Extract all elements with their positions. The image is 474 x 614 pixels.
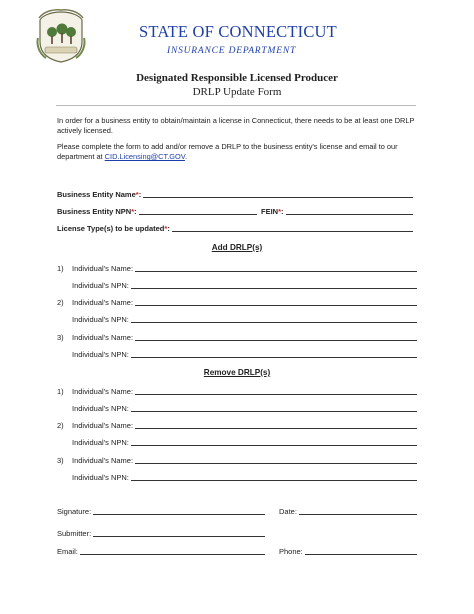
- fein-input[interactable]: [286, 207, 413, 215]
- add-individual-name-field-1[interactable]: [72, 264, 417, 273]
- add-individual-name-input[interactable]: [135, 264, 417, 272]
- header-divider: [56, 105, 416, 106]
- add-individual-name-input[interactable]: [135, 298, 417, 306]
- agency-title: STATE OF CONNECTICUT: [139, 22, 337, 41]
- fein-label: FEIN*:: [261, 207, 284, 216]
- add-individual-npn-field-1[interactable]: [72, 281, 417, 290]
- email-input[interactable]: [80, 547, 265, 555]
- add-entry-number: 3): [57, 333, 64, 342]
- add-individual-npn-label: Individual's NPN:: [72, 281, 129, 290]
- add-individual-npn-input[interactable]: [131, 350, 417, 358]
- license-types-label: License Type(s) to be updated*:: [57, 224, 170, 233]
- connecticut-seal-icon: [36, 8, 86, 64]
- license-types-input[interactable]: [172, 224, 413, 232]
- remove-individual-npn-field-1[interactable]: [72, 404, 417, 413]
- add-individual-name-label: Individual's Name:: [72, 264, 134, 273]
- department-name: INSURANCE DEPARTMENT: [167, 46, 297, 56]
- remove-drlp-heading: Remove DRLP(s): [203, 368, 271, 377]
- form-title: Designated Responsible Licensed Producer: [136, 72, 338, 84]
- submitter-input[interactable]: [93, 529, 265, 537]
- date-field[interactable]: [279, 507, 417, 516]
- remove-individual-name-label: Individual's Name:: [72, 387, 134, 396]
- phone-label: Phone:: [279, 547, 303, 556]
- add-entry-number: 1): [57, 264, 64, 273]
- remove-individual-name-field-2[interactable]: [72, 421, 417, 430]
- add-individual-npn-field-3[interactable]: [72, 350, 417, 359]
- business-entity-npn-field[interactable]: [57, 207, 257, 216]
- add-individual-name-input[interactable]: [135, 333, 417, 341]
- intro-paragraph: In order for a business entity to obtain/maintain a license in Connecticut, there needs to be at least one DRLP actively licensed.: [57, 116, 415, 136]
- remove-entry-number: 2): [57, 421, 64, 430]
- add-individual-npn-field-2[interactable]: [72, 315, 417, 324]
- instructions-end: .: [185, 152, 188, 162]
- remove-individual-name-field-1[interactable]: [72, 387, 417, 396]
- remove-individual-name-label: Individual's Name:: [72, 456, 134, 465]
- remove-individual-npn-label: Individual's NPN:: [72, 438, 129, 447]
- submitter-field[interactable]: [57, 529, 265, 538]
- email-link[interactable]: CID.Licensing@CT.GOV: [104, 152, 186, 162]
- phone-field[interactable]: [279, 547, 417, 556]
- remove-entry-number: 1): [57, 387, 64, 396]
- business-entity-name-label: Business Entity Name*:: [57, 190, 142, 199]
- add-entry-number: 2): [57, 298, 64, 307]
- remove-individual-name-input[interactable]: [135, 456, 417, 464]
- business-entity-npn-label: Business Entity NPN*:: [57, 207, 137, 216]
- remove-individual-npn-input[interactable]: [131, 473, 417, 481]
- business-entity-npn-input[interactable]: [139, 207, 257, 215]
- email-field[interactable]: [57, 547, 265, 556]
- business-entity-name-field[interactable]: [57, 190, 413, 199]
- signature-field[interactable]: [57, 507, 265, 516]
- remove-individual-name-field-3[interactable]: [72, 456, 417, 465]
- add-individual-name-label: Individual's Name:: [72, 333, 134, 342]
- add-drlp-heading: Add DRLP(s): [211, 243, 263, 252]
- remove-individual-npn-input[interactable]: [131, 404, 417, 412]
- signature-input[interactable]: [93, 507, 265, 515]
- signature-label: Signature:: [57, 507, 92, 516]
- add-individual-npn-label: Individual's NPN:: [72, 350, 129, 359]
- add-individual-npn-label: Individual's NPN:: [72, 315, 129, 324]
- remove-individual-npn-label: Individual's NPN:: [72, 473, 129, 482]
- submitter-label: Submitter:: [57, 529, 92, 538]
- fein-field[interactable]: [261, 207, 413, 216]
- remove-individual-npn-field-3[interactable]: [72, 473, 417, 482]
- date-input[interactable]: [299, 507, 417, 515]
- license-types-field[interactable]: [57, 224, 413, 233]
- remove-individual-name-input[interactable]: [135, 421, 417, 429]
- remove-individual-name-label: Individual's Name:: [72, 421, 134, 430]
- remove-individual-npn-label: Individual's NPN:: [72, 404, 129, 413]
- phone-input[interactable]: [305, 547, 417, 555]
- add-individual-npn-input[interactable]: [131, 281, 417, 289]
- remove-individual-npn-input[interactable]: [131, 438, 417, 446]
- business-entity-name-input[interactable]: [143, 190, 413, 198]
- instructions-paragraph: [57, 142, 422, 162]
- remove-individual-npn-field-2[interactable]: [72, 438, 417, 447]
- add-individual-name-field-3[interactable]: [72, 333, 417, 342]
- date-label: Date:: [279, 507, 297, 516]
- remove-entry-number: 3): [57, 456, 64, 465]
- form-subtitle: DRLP Update Form: [192, 86, 282, 98]
- add-individual-npn-input[interactable]: [131, 315, 417, 323]
- add-individual-name-field-2[interactable]: [72, 298, 417, 307]
- remove-individual-name-input[interactable]: [135, 387, 417, 395]
- add-individual-name-label: Individual's Name:: [72, 298, 134, 307]
- instructions-text: Please complete the form to add and/or remove a DRLP to the business entity's license and email to our department at: [57, 142, 398, 162]
- email-label: Email:: [57, 547, 78, 556]
